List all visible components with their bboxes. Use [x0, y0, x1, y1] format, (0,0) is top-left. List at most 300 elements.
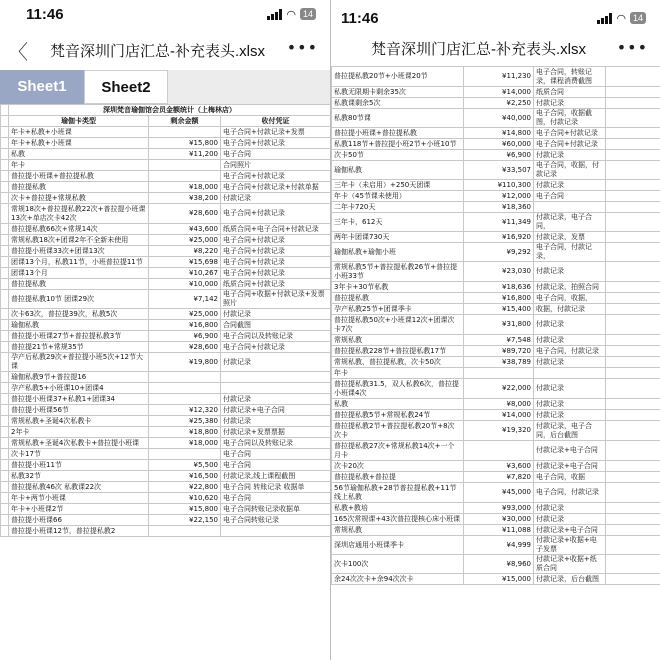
- cell-card-type[interactable]: 普拉提私教50次+小班课12次+团课次卡7次: [332, 315, 464, 335]
- cell-proof[interactable]: 电子合同: [534, 191, 606, 202]
- cell-proof[interactable]: 纸质合同+电子合同+付款记录: [221, 224, 331, 235]
- empty-cell[interactable]: [606, 180, 660, 191]
- cell-proof[interactable]: 付款记录: [221, 353, 331, 372]
- cell-proof[interactable]: [534, 368, 606, 379]
- cell-proof[interactable]: 付款记录，电子合同，: [534, 213, 606, 232]
- empty-cell[interactable]: [606, 441, 660, 461]
- cell-proof[interactable]: 电子合同+付款记录+付款单据: [221, 182, 331, 193]
- cell-amount[interactable]: ¥11,088: [464, 525, 534, 536]
- cell-amount[interactable]: ¥43,600: [149, 224, 221, 235]
- cell-proof[interactable]: 付款记录，电子合同，后台截图: [534, 421, 606, 441]
- cell-card-type[interactable]: 次卡100次: [332, 555, 464, 574]
- cell-card-type[interactable]: 常规私教+圣诞4次私教卡: [9, 416, 149, 427]
- row-num-cell[interactable]: [1, 504, 9, 515]
- cell-card-type[interactable]: 普拉提21节+常规35节: [9, 342, 149, 353]
- cell-proof[interactable]: [534, 202, 606, 213]
- cell-amount[interactable]: ¥8,000: [464, 399, 534, 410]
- row-num-cell[interactable]: [1, 416, 9, 427]
- empty-cell[interactable]: [606, 357, 660, 368]
- cell-proof[interactable]: 电子合同，转账记录，课程消费截图: [534, 67, 606, 87]
- cell-amount[interactable]: ¥14,800: [464, 128, 534, 139]
- cell-proof[interactable]: 电子合同+付款记录: [221, 171, 331, 182]
- cell-proof[interactable]: 付款记录: [534, 98, 606, 109]
- row-num-cell[interactable]: [1, 290, 9, 309]
- header-amount[interactable]: 剩余金额: [149, 116, 221, 127]
- more-options-icon[interactable]: •••: [286, 38, 318, 57]
- cell-amount[interactable]: ¥3,600: [464, 461, 534, 472]
- row-num-cell[interactable]: [1, 460, 9, 471]
- cell-amount[interactable]: ¥7,142: [149, 290, 221, 309]
- cell-amount[interactable]: ¥14,000: [464, 87, 534, 98]
- cell-proof[interactable]: 电子合同+付款记录: [221, 246, 331, 257]
- row-num-cell[interactable]: [1, 394, 9, 405]
- cell-amount[interactable]: ¥25,000: [149, 235, 221, 246]
- cell-proof[interactable]: 付款记录: [221, 416, 331, 427]
- cell-card-type[interactable]: 普拉提私教31.5，双人私教6次，普拉提小班课4次: [332, 379, 464, 399]
- cell-card-type[interactable]: 次卡63次，普拉提39次，私教5次: [9, 309, 149, 320]
- cell-card-type[interactable]: 瑜伽私教+瑜伽小班: [332, 243, 464, 262]
- cell-card-type[interactable]: 56节瑜伽私教+28节普拉提私教+11节线上私教: [332, 483, 464, 503]
- cell-amount[interactable]: ¥4,999: [464, 536, 534, 555]
- empty-cell[interactable]: [606, 109, 660, 128]
- cell-amount[interactable]: ¥15,800: [149, 504, 221, 515]
- cell-amount[interactable]: ¥10,620: [149, 493, 221, 504]
- tab-sheet2[interactable]: Sheet2: [84, 70, 168, 104]
- cell-card-type[interactable]: 二年卡720天: [332, 202, 464, 213]
- cell-amount[interactable]: ¥40,000: [464, 109, 534, 128]
- cell-amount[interactable]: ¥14,000: [464, 410, 534, 421]
- cell-card-type[interactable]: 普拉提小班课12节，普拉提私教2: [9, 526, 149, 537]
- cell-proof[interactable]: 电子合同+付款记录: [534, 128, 606, 139]
- more-options-icon[interactable]: •••: [616, 38, 648, 57]
- cell-card-type[interactable]: 私教118节+普拉提小班2节+小班10节: [332, 139, 464, 150]
- cell-proof[interactable]: 付款记录，发票: [534, 232, 606, 243]
- cell-card-type[interactable]: 普拉提小班课56节: [9, 405, 149, 416]
- cell-proof[interactable]: 付款记录+电子合同: [534, 525, 606, 536]
- cell-amount[interactable]: ¥18,000: [149, 182, 221, 193]
- cell-amount[interactable]: ¥31,800: [464, 315, 534, 335]
- cell-card-type[interactable]: 普拉提私教: [9, 279, 149, 290]
- cell-proof[interactable]: 付款记录,线上课程截图: [221, 471, 331, 482]
- empty-cell[interactable]: [606, 368, 660, 379]
- row-num-cell[interactable]: [1, 204, 9, 224]
- cell-proof[interactable]: 付款记录+电子合同: [221, 405, 331, 416]
- cell-amount[interactable]: ¥19,800: [149, 353, 221, 372]
- cell-amount[interactable]: ¥15,400: [464, 304, 534, 315]
- row-num-cell[interactable]: [1, 127, 9, 138]
- row-num-cell[interactable]: [1, 526, 9, 537]
- cell-amount[interactable]: ¥8,960: [464, 555, 534, 574]
- cell-amount[interactable]: ¥19,320: [464, 421, 534, 441]
- cell-amount[interactable]: [149, 171, 221, 182]
- row-num-cell[interactable]: [1, 279, 9, 290]
- cell-proof[interactable]: 付款记录: [534, 150, 606, 161]
- row-num-cell[interactable]: [1, 268, 9, 279]
- cell-card-type[interactable]: 私教80节课: [332, 109, 464, 128]
- cell-amount[interactable]: [149, 372, 221, 383]
- cell-card-type[interactable]: 瑜伽私教: [9, 320, 149, 331]
- empty-cell[interactable]: [606, 139, 660, 150]
- cell-card-type[interactable]: 常规18次+普拉提私教22次+普拉提小班课13次+单店次卡42次: [9, 204, 149, 224]
- empty-cell[interactable]: [606, 262, 660, 282]
- row-num-cell[interactable]: [1, 309, 9, 320]
- cell-proof[interactable]: 付款记录: [534, 399, 606, 410]
- cell-proof[interactable]: 电子合同+付款记录: [221, 204, 331, 224]
- empty-cell[interactable]: [606, 304, 660, 315]
- cell-proof[interactable]: 付款记录: [534, 315, 606, 335]
- cell-card-type[interactable]: 私教无限期卡剩余35次: [332, 87, 464, 98]
- cell-card-type[interactable]: 瑜伽私教9节+普拉提16: [9, 372, 149, 383]
- row-num-cell[interactable]: [1, 257, 9, 268]
- cell-proof[interactable]: 电子合同以及转账记录: [221, 438, 331, 449]
- cell-card-type[interactable]: 深圳店通用小班课季卡: [332, 536, 464, 555]
- cell-amount[interactable]: ¥28,600: [149, 204, 221, 224]
- cell-card-type[interactable]: 常规私教: [332, 335, 464, 346]
- cell-card-type[interactable]: 常规私教18次+团课2年不全新未使用: [9, 235, 149, 246]
- cell-proof[interactable]: 电子合同: [221, 449, 331, 460]
- cell-amount[interactable]: ¥93,000: [464, 503, 534, 514]
- cell-amount[interactable]: [149, 160, 221, 171]
- row-num-cell[interactable]: [1, 224, 9, 235]
- cell-amount[interactable]: ¥25,000: [149, 309, 221, 320]
- cell-amount[interactable]: ¥22,000: [464, 379, 534, 399]
- cell-card-type[interactable]: 次卡+普拉提+常规私教: [9, 193, 149, 204]
- cell-proof[interactable]: 付款记录: [534, 357, 606, 368]
- cell-proof[interactable]: 电子合同: [221, 493, 331, 504]
- empty-cell[interactable]: [606, 503, 660, 514]
- cell-card-type[interactable]: 普拉提私教5节+常规私教24节: [332, 410, 464, 421]
- cell-amount[interactable]: ¥8,220: [149, 246, 221, 257]
- row-num-cell[interactable]: [1, 246, 9, 257]
- cell-card-type[interactable]: 普拉提小班课27节+普拉提私教3节: [9, 331, 149, 342]
- cell-card-type[interactable]: 次卡17节: [9, 449, 149, 460]
- cell-card-type[interactable]: 普拉提私教10节 团课29次: [9, 290, 149, 309]
- row-num-cell[interactable]: [1, 331, 9, 342]
- cell-proof[interactable]: 电子合同+收据+付款记录+发票照片: [221, 290, 331, 309]
- cell-card-type[interactable]: 普拉提小班课33次+团课13次: [9, 246, 149, 257]
- cell-amount[interactable]: ¥23,030: [464, 262, 534, 282]
- cell-proof[interactable]: 付款记录: [221, 309, 331, 320]
- empty-cell[interactable]: [606, 379, 660, 399]
- cell-amount[interactable]: ¥18,800: [149, 427, 221, 438]
- cell-card-type[interactable]: 普拉提私教46次 私教课22次: [9, 482, 149, 493]
- empty-cell[interactable]: [606, 202, 660, 213]
- cell-amount[interactable]: [464, 368, 534, 379]
- empty-cell[interactable]: [606, 191, 660, 202]
- cell-proof[interactable]: 付款记录: [534, 410, 606, 421]
- cell-proof[interactable]: 付款记录: [534, 503, 606, 514]
- cell-amount[interactable]: ¥11,230: [464, 67, 534, 87]
- cell-amount[interactable]: ¥33,507: [464, 161, 534, 180]
- empty-cell[interactable]: [606, 410, 660, 421]
- cell-proof[interactable]: 纸质合同: [534, 87, 606, 98]
- cell-proof[interactable]: 付款记录+收据+纸质合同: [534, 555, 606, 574]
- cell-card-type[interactable]: 普拉提私教27次+常规私教14次+一个月卡: [332, 441, 464, 461]
- cell-amount[interactable]: [149, 383, 221, 394]
- cell-proof[interactable]: 付款记录: [534, 335, 606, 346]
- empty-cell[interactable]: [606, 98, 660, 109]
- row-num-cell[interactable]: [1, 372, 9, 383]
- cell-amount[interactable]: ¥38,789: [464, 357, 534, 368]
- row-num-cell[interactable]: [1, 235, 9, 246]
- empty-cell[interactable]: [606, 525, 660, 536]
- cell-amount[interactable]: [149, 127, 221, 138]
- cell-proof[interactable]: 电子合同转账记录收据单: [221, 504, 331, 515]
- empty-cell[interactable]: [606, 421, 660, 441]
- cell-amount[interactable]: ¥5,500: [149, 460, 221, 471]
- cell-card-type[interactable]: 普拉提私教228节+普拉提私教17节: [332, 346, 464, 357]
- cell-proof[interactable]: 电子合同，付款记录，: [534, 243, 606, 262]
- cell-card-type[interactable]: 私教: [332, 399, 464, 410]
- cell-proof[interactable]: 付款记录: [534, 379, 606, 399]
- empty-cell[interactable]: [606, 128, 660, 139]
- cell-card-type[interactable]: 年卡+私教+小班课: [9, 127, 149, 138]
- cell-card-type[interactable]: 团课13个月，私教11节，小班普拉提11节: [9, 257, 149, 268]
- empty-cell[interactable]: [606, 335, 660, 346]
- cell-card-type[interactable]: 年卡+私教+小班课: [9, 138, 149, 149]
- cell-amount[interactable]: ¥89,720: [464, 346, 534, 357]
- cell-proof[interactable]: 付款记录+收据+电子发票: [534, 536, 606, 555]
- cell-proof[interactable]: [221, 383, 331, 394]
- cell-proof[interactable]: [221, 526, 331, 537]
- cell-card-type[interactable]: 常规私教，普拉提私教，次卡50次: [332, 357, 464, 368]
- cell-amount[interactable]: ¥15,698: [149, 257, 221, 268]
- status-bar: [331, 0, 660, 30]
- cell-amount[interactable]: ¥16,920: [464, 232, 534, 243]
- row-num-cell[interactable]: [1, 149, 9, 160]
- cell-amount[interactable]: ¥9,292: [464, 243, 534, 262]
- cell-amount[interactable]: ¥25,380: [149, 416, 221, 427]
- row-num-cell[interactable]: [1, 493, 9, 504]
- row-num-cell[interactable]: [1, 193, 9, 204]
- cell-proof[interactable]: 电子合同 转账记录 收据单: [221, 482, 331, 493]
- cell-card-type[interactable]: 常规私教+圣诞4次私教卡+普拉提小班课: [9, 438, 149, 449]
- empty-cell[interactable]: [606, 574, 660, 585]
- row-num-cell[interactable]: [1, 138, 9, 149]
- cell-proof[interactable]: 电子合同以及转账记录: [221, 331, 331, 342]
- empty-cell[interactable]: [606, 472, 660, 483]
- row-num-cell[interactable]: [1, 160, 9, 171]
- row-num-cell[interactable]: [1, 320, 9, 331]
- cell-proof[interactable]: 付款记录: [221, 394, 331, 405]
- cell-amount[interactable]: ¥45,000: [464, 483, 534, 503]
- cell-proof[interactable]: 电子合同+付款记录: [221, 342, 331, 353]
- cell-card-type[interactable]: 三年卡，612天: [332, 213, 464, 232]
- row-num-cell[interactable]: [1, 353, 9, 372]
- empty-cell[interactable]: [606, 346, 660, 357]
- cell-proof[interactable]: 收据，付款记录: [534, 304, 606, 315]
- cell-amount[interactable]: ¥15,800: [149, 138, 221, 149]
- cell-amount[interactable]: ¥2,250: [464, 98, 534, 109]
- cell-card-type[interactable]: 孕产后私教29次+普拉提小班5次+12节大课: [9, 353, 149, 372]
- row-num-cell[interactable]: [1, 438, 9, 449]
- cell-card-type[interactable]: 年卡: [332, 368, 464, 379]
- row-num-cell[interactable]: [1, 182, 9, 193]
- cell-amount[interactable]: ¥18,636: [464, 282, 534, 293]
- cell-amount[interactable]: ¥11,200: [149, 149, 221, 160]
- empty-cell[interactable]: [606, 536, 660, 555]
- row-num-cell[interactable]: [1, 515, 9, 526]
- cell-proof[interactable]: 付款记录: [534, 262, 606, 282]
- cell-proof[interactable]: 付款记录+电子合同: [534, 441, 606, 461]
- cell-amount[interactable]: ¥7,548: [464, 335, 534, 346]
- cell-amount[interactable]: [464, 441, 534, 461]
- cell-card-type[interactable]: 常规私教5节+普拉提私教26节+普拉提小班33节: [332, 262, 464, 282]
- cell-proof[interactable]: 合同照片: [221, 160, 331, 171]
- cell-proof[interactable]: 付款记录+发票票据: [221, 427, 331, 438]
- empty-cell[interactable]: [606, 315, 660, 335]
- row-num-cell[interactable]: [1, 427, 9, 438]
- empty-cell[interactable]: [606, 399, 660, 410]
- cell-card-type[interactable]: 年卡（45节课未使用）: [332, 191, 464, 202]
- cell-card-type[interactable]: 普拉提私教66次+常规14次: [9, 224, 149, 235]
- header-card-type[interactable]: 瑜伽卡类型: [9, 116, 149, 127]
- cell-card-type[interactable]: 普拉提小班课+普拉提私教: [9, 171, 149, 182]
- cell-card-type[interactable]: 余24次次卡+余94次次卡: [332, 574, 464, 585]
- cell-amount[interactable]: ¥6,900: [464, 150, 534, 161]
- cell-proof[interactable]: 纸质合同+付款记录: [221, 279, 331, 290]
- cell-amount[interactable]: ¥18,360: [464, 202, 534, 213]
- empty-cell[interactable]: [606, 461, 660, 472]
- empty-cell[interactable]: [606, 232, 660, 243]
- cell-amount[interactable]: ¥7,820: [464, 472, 534, 483]
- cell-card-type[interactable]: 年卡+小班课2节: [9, 504, 149, 515]
- cell-card-type[interactable]: 三年卡（未启用）+250天团课: [332, 180, 464, 191]
- empty-cell[interactable]: [606, 243, 660, 262]
- cell-card-type[interactable]: 普拉提私教+普拉提: [332, 472, 464, 483]
- cell-amount[interactable]: ¥110,300: [464, 180, 534, 191]
- cell-proof[interactable]: 电子合同+付款记录: [221, 257, 331, 268]
- cell-amount[interactable]: ¥16,500: [149, 471, 221, 482]
- cell-amount[interactable]: [149, 526, 221, 537]
- cell-amount[interactable]: ¥10,000: [149, 279, 221, 290]
- cell-amount[interactable]: [149, 449, 221, 460]
- cell-amount[interactable]: ¥22,800: [149, 482, 221, 493]
- cell-proof[interactable]: [221, 372, 331, 383]
- row-num-cell[interactable]: [1, 116, 9, 127]
- cell-card-type[interactable]: 年卡: [9, 160, 149, 171]
- cell-card-type[interactable]: 私教课剩余5次: [332, 98, 464, 109]
- cell-amount[interactable]: ¥15,000: [464, 574, 534, 585]
- cell-card-type[interactable]: 2年卡: [9, 427, 149, 438]
- cell-card-type[interactable]: 普拉提小班课66: [9, 515, 149, 526]
- empty-cell[interactable]: [606, 555, 660, 574]
- table-title[interactable]: 深圳梵音瑜伽馆会员金额统计（上梅林店）: [9, 105, 331, 116]
- cell-proof[interactable]: 电子合同，付款记录: [534, 346, 606, 357]
- cell-card-type[interactable]: 私教+教培: [332, 503, 464, 514]
- cell-card-type[interactable]: 普拉提小班11节: [9, 460, 149, 471]
- row-num-cell[interactable]: [1, 449, 9, 460]
- cell-amount[interactable]: ¥22,150: [149, 515, 221, 526]
- cell-amount[interactable]: [149, 394, 221, 405]
- cell-card-type[interactable]: 两年卡团课730天: [332, 232, 464, 243]
- empty-cell[interactable]: [606, 87, 660, 98]
- cell-card-type[interactable]: 团课13个月: [9, 268, 149, 279]
- empty-cell[interactable]: [606, 213, 660, 232]
- cell-proof[interactable]: 电子合同，收据，: [534, 293, 606, 304]
- empty-cell[interactable]: [606, 293, 660, 304]
- cell-amount[interactable]: ¥10,267: [149, 268, 221, 279]
- cell-card-type[interactable]: 普拉提小班课37+私教1+团课34: [9, 394, 149, 405]
- cell-card-type[interactable]: 普拉提小班课+普拉提私教: [332, 128, 464, 139]
- cell-amount[interactable]: ¥28,600: [149, 342, 221, 353]
- cell-amount[interactable]: ¥12,320: [149, 405, 221, 416]
- cell-proof[interactable]: 电子合同+付款记录: [221, 138, 331, 149]
- cell-proof[interactable]: 合同截图: [221, 320, 331, 331]
- cell-proof[interactable]: 付款记录，拍照合同: [534, 282, 606, 293]
- cell-proof[interactable]: 电子合同+付款记录: [534, 139, 606, 150]
- cell-proof[interactable]: 付款记录，后台截图: [534, 574, 606, 585]
- cell-card-type[interactable]: 瑜伽私教: [332, 161, 464, 180]
- cell-proof[interactable]: 电子合同: [221, 460, 331, 471]
- cell-proof[interactable]: 付款记录: [534, 180, 606, 191]
- empty-cell[interactable]: [606, 483, 660, 503]
- cell-card-type[interactable]: 普拉提私教20节+小班课20节: [332, 67, 464, 87]
- cell-amount[interactable]: ¥6,900: [149, 331, 221, 342]
- empty-cell[interactable]: [606, 161, 660, 180]
- row-num-cell[interactable]: [1, 105, 9, 116]
- cell-card-type[interactable]: 165次常规课+43次普拉提核心床小班课: [332, 514, 464, 525]
- cell-card-type[interactable]: 普拉提私教2节+普拉提私教20节+8次次卡: [332, 421, 464, 441]
- cell-proof[interactable]: 付款记录+电子合同: [534, 461, 606, 472]
- cell-proof[interactable]: 电子合同，收据截图，付款记录: [534, 109, 606, 128]
- empty-cell[interactable]: [606, 514, 660, 525]
- cell-card-type[interactable]: 次卡50节: [332, 150, 464, 161]
- header-proof[interactable]: 收付凭证: [221, 116, 331, 127]
- row-num-cell[interactable]: [1, 171, 9, 182]
- cell-card-type[interactable]: 孕产私教25节+团课季卡: [332, 304, 464, 315]
- cell-card-type[interactable]: 普拉提私教: [332, 293, 464, 304]
- empty-cell[interactable]: [606, 282, 660, 293]
- cell-card-type[interactable]: 孕产私教5+小班课10+团课4: [9, 383, 149, 394]
- cell-proof[interactable]: 电子合同转账记录: [221, 515, 331, 526]
- row-num-cell[interactable]: [1, 405, 9, 416]
- cell-card-type[interactable]: 私教: [9, 149, 149, 160]
- cell-card-type[interactable]: 普拉提私教: [9, 182, 149, 193]
- tab-sheet1[interactable]: Sheet1: [0, 70, 84, 104]
- row-num-cell[interactable]: [1, 383, 9, 394]
- row-num-cell[interactable]: [1, 471, 9, 482]
- cell-card-type[interactable]: 3年卡+30节私教: [332, 282, 464, 293]
- cell-card-type[interactable]: 年卡+两节小班课: [9, 493, 149, 504]
- cell-card-type[interactable]: 次卡20次: [332, 461, 464, 472]
- cell-amount[interactable]: ¥30,000: [464, 514, 534, 525]
- cell-proof[interactable]: 电子合同，收据，付款记录: [534, 161, 606, 180]
- empty-cell[interactable]: [606, 150, 660, 161]
- cell-amount[interactable]: ¥38,200: [149, 193, 221, 204]
- cell-amount[interactable]: ¥16,800: [149, 320, 221, 331]
- cell-proof[interactable]: 电子合同+付款记录+发票: [221, 127, 331, 138]
- back-icon[interactable]: 〈: [8, 40, 28, 64]
- cell-proof[interactable]: 付款记录: [221, 193, 331, 204]
- cell-proof[interactable]: 电子合同: [221, 149, 331, 160]
- cell-card-type[interactable]: 私教32节: [9, 471, 149, 482]
- cell-amount[interactable]: ¥60,000: [464, 139, 534, 150]
- cell-amount[interactable]: ¥18,000: [149, 438, 221, 449]
- cell-amount[interactable]: ¥11,349: [464, 213, 534, 232]
- cell-proof[interactable]: 电子合同，付款记录: [534, 483, 606, 503]
- cell-amount[interactable]: ¥16,800: [464, 293, 534, 304]
- row-num-cell[interactable]: [1, 342, 9, 353]
- cell-card-type[interactable]: 常规私教: [332, 525, 464, 536]
- cell-proof[interactable]: 付款记录: [534, 514, 606, 525]
- cell-proof[interactable]: 电子合同+付款记录: [221, 235, 331, 246]
- cell-amount[interactable]: ¥12,000: [464, 191, 534, 202]
- cell-proof[interactable]: 电子合同+付款记录: [221, 268, 331, 279]
- row-num-cell[interactable]: [1, 482, 9, 493]
- empty-cell[interactable]: [606, 67, 660, 87]
- cell-proof[interactable]: 电子合同，收据: [534, 472, 606, 483]
